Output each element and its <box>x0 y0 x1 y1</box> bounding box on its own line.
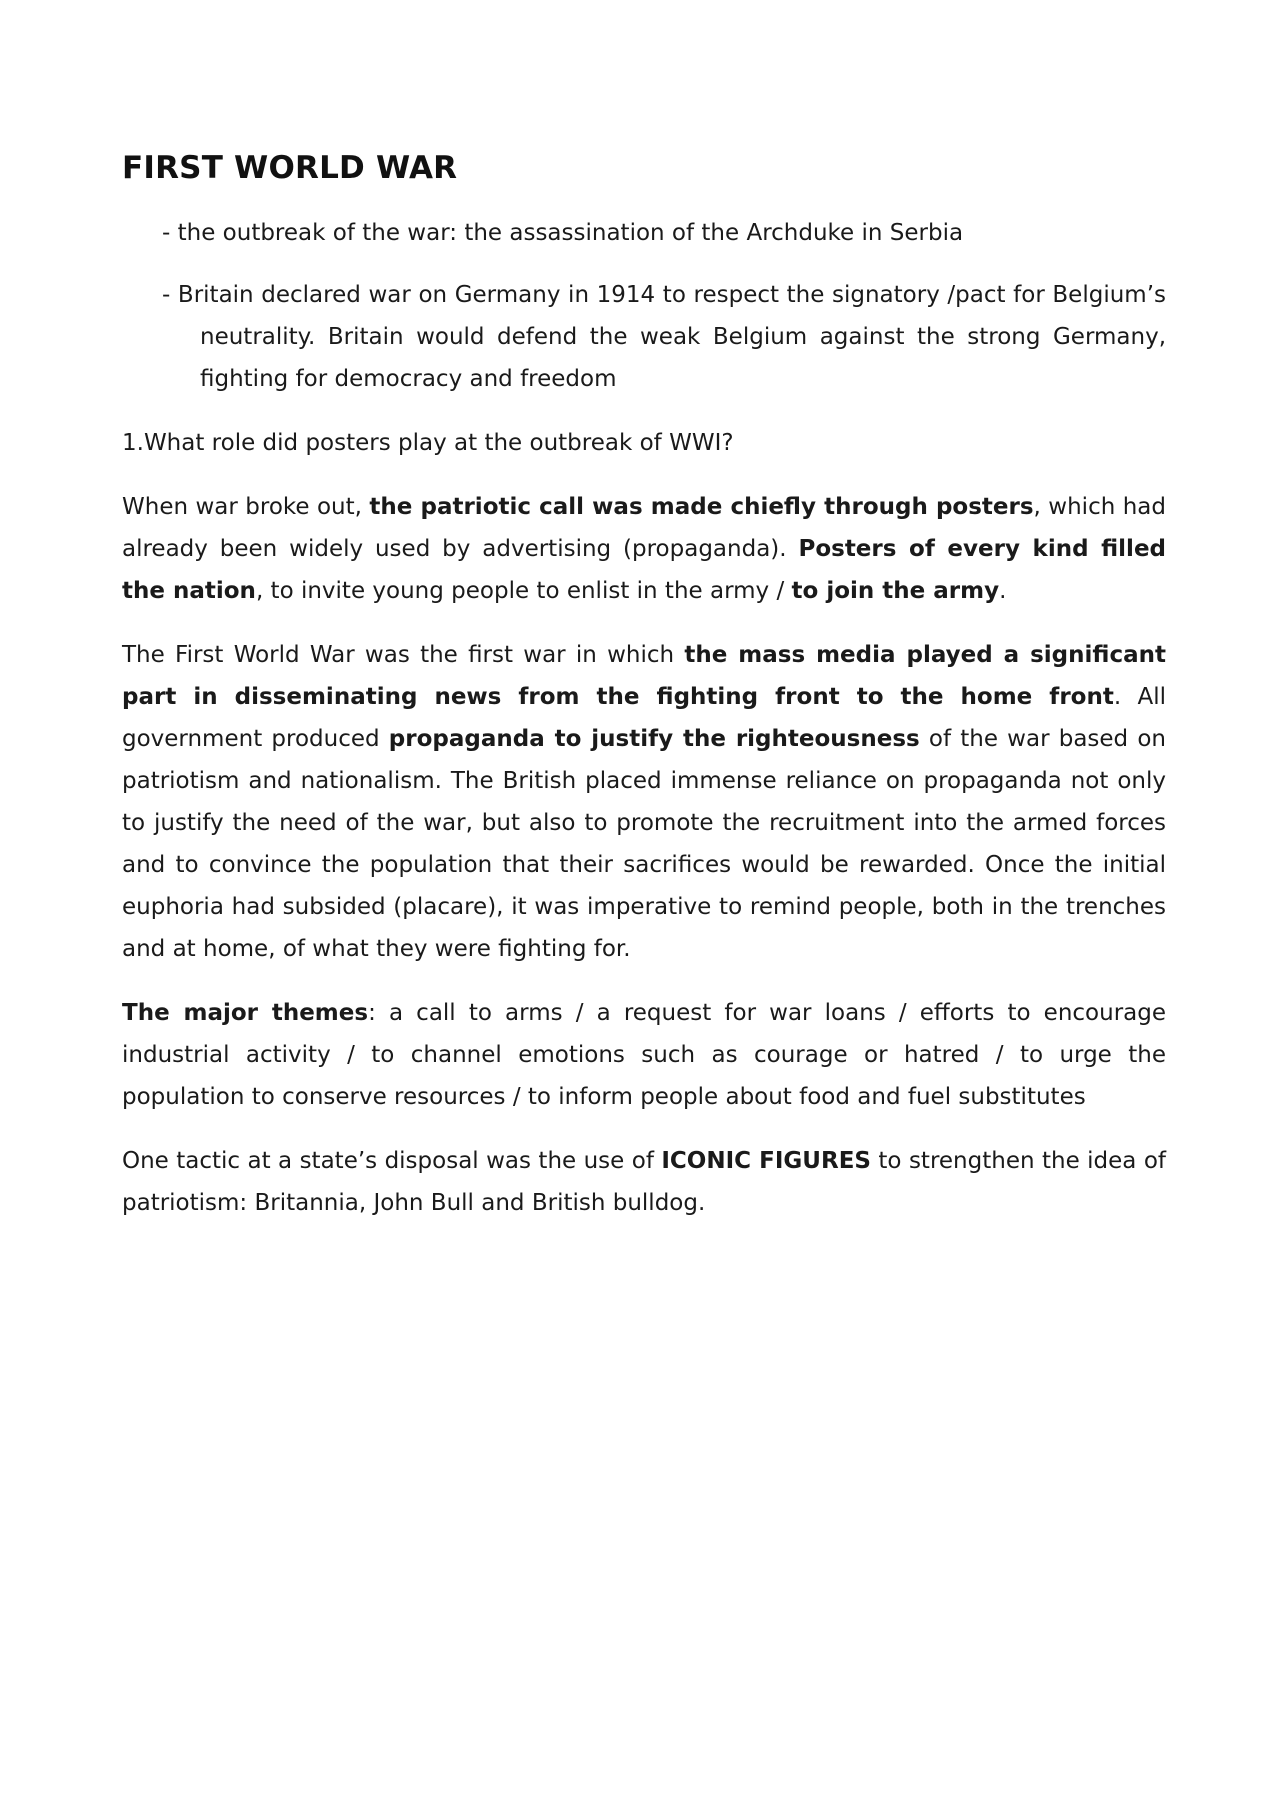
document-page <box>122 150 1166 1246</box>
bold-run: to join the army <box>791 578 1000 604</box>
text-run: . <box>999 578 1007 604</box>
bold-run: propaganda to justify the righteousness <box>388 726 920 752</box>
paragraph-mass-media <box>122 634 1166 970</box>
text-run: , to invite young people to enlist in the army / <box>255 578 792 604</box>
page-title: FIRST WORLD WAR <box>122 150 458 186</box>
bullet-item-outbreak: - the outbreak of the war: the assassination of the Archduke in Serbia <box>162 220 964 246</box>
text-run: , which had already been widely used by advertising (propaganda). <box>122 494 1166 562</box>
text-run: When war broke out, <box>122 494 370 520</box>
paragraph-iconic-figures <box>122 1140 1166 1224</box>
bold-run: the patriotic call was made chiefly through posters <box>369 494 1034 520</box>
paragraph-posters <box>122 486 1166 612</box>
paragraph-major-themes <box>122 992 1166 1118</box>
bold-run: The major themes <box>122 1000 369 1026</box>
bold-run: ICONIC FIGURES <box>661 1148 871 1174</box>
text-run: of the war based on patriotism and nationalism. The British placed immense reliance on propaganda not only to justify the need of the war, but also to promote the recruitment into the armed forces and to convince the population that their sacrifices would be rewarded. Once the initial euphoria had subsided (placare), it was imperative to remind people, both in the trenches and at home, of what they were fighting for. <box>122 726 1166 962</box>
text-run: The First World War was the first war in which <box>122 642 685 668</box>
text-run: to strengthen the idea of patriotism: Britannia, John Bull and British bulldog. <box>122 1148 1166 1216</box>
question-heading: 1.What role did posters play at the outbreak of WWI? <box>122 430 734 456</box>
text-run: : a call to arms / a request for war loans / efforts to encourage industrial activity / to channel emotions such as courage or hatred / to urge the population to conserve resources / to inform people about food and fuel substitutes <box>122 1000 1166 1110</box>
bold-run: the mass media played a significant part in disseminating news from the fighting front to the home front <box>122 642 1166 710</box>
text-run: . All government produced <box>122 684 1167 752</box>
bullet-item-britain-declared-war: - Britain declared war on Germany in 1914 to respect the signatory /pact for Belgium’s neutrality. Britain would defend the weak Belgium against the strong Germany, fighting for democracy and freedom <box>162 282 1166 392</box>
bold-run: Posters of every kind filled the nation <box>122 536 1167 604</box>
text-run: One tactic at a state’s disposal was the use of <box>122 1148 662 1174</box>
